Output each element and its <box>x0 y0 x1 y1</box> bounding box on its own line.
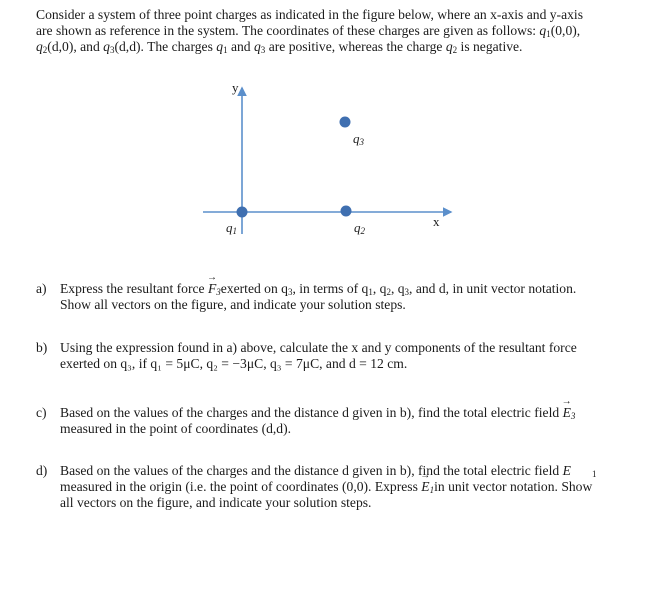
question-a-label: a) <box>36 281 47 296</box>
question-a-line-2: Show all vectors on the figure, and indicate your solution steps. <box>60 297 406 312</box>
question-b-label: b) <box>36 340 48 355</box>
charge-q2 <box>341 206 352 217</box>
q2-label: q2 <box>354 220 365 236</box>
question-d-line-1: Based on the values of the charges and the distance d given in b), find the total electric field $E⃗⃗_1$ <box>60 463 597 479</box>
x-axis-label: x <box>433 214 440 229</box>
question-d-line-2: measured in the origin (i.e. the point of coordinates (0,0). Express → $E_1in$ unit vector notation. Show <box>60 479 636 495</box>
problem-intro <box>36 7 636 55</box>
question-a-line-1: Express the resultant force → $F_3exerted$ on $q_3$, in terms of $q_1$, $q_2$, $q_3$, and d, in unit vector notation. <box>60 281 636 297</box>
charge-diagram <box>195 82 465 242</box>
question-c-line-1: Based on the values of the charges and the distance d given in b), find the total electric field → $E_3$ <box>60 405 636 421</box>
question-b-line-2: exerted on q₃, if q₁ = 5μC, q₂ = −3μC, q₃ = 7μC, and d = 12 cm. <box>60 356 408 371</box>
y-axis-label: y <box>232 82 239 95</box>
intro-line-1: Consider a system of three point charges as indicated in the figure below, where an x-axis and y-axis <box>36 7 583 22</box>
intro-line-2: are shown as reference in the system. The coordinates of these charges are given as follows: $q_1(0,0)$, <box>36 23 581 39</box>
field-e3-vector: → $E_3$ <box>563 405 576 421</box>
force-vector: → $F_3$ <box>208 281 221 297</box>
field-e1-vector: → $E_1$ <box>421 479 434 495</box>
question-d <box>36 463 636 511</box>
question-b-line-1: Using the expression found in a) above, calculate the x and y components of the resultant force <box>60 340 577 355</box>
charge-q3 <box>340 117 351 128</box>
question-c <box>36 405 636 437</box>
question-a <box>36 281 636 313</box>
q3-label: q3 <box>353 131 364 147</box>
field-e1-symbol: E⃗⃗ <box>562 463 593 478</box>
question-c-label: c) <box>36 405 47 420</box>
question-d-line-3: all vectors on the figure, and indicate your solution steps. <box>60 495 372 510</box>
charge-q1 <box>237 207 248 218</box>
question-d-label: d) <box>36 463 48 478</box>
question-c-line-2: measured in the point of coordinates (d,d). <box>60 421 292 436</box>
intro-line-3: $q_2(d,0)$, and $q_3(d,d)$. The charges $q_1$ and $q_3$ are positive, whereas the charge $q_2$ is negative. <box>36 39 523 55</box>
question-b <box>36 340 636 372</box>
q1-label: q1 <box>226 220 237 236</box>
